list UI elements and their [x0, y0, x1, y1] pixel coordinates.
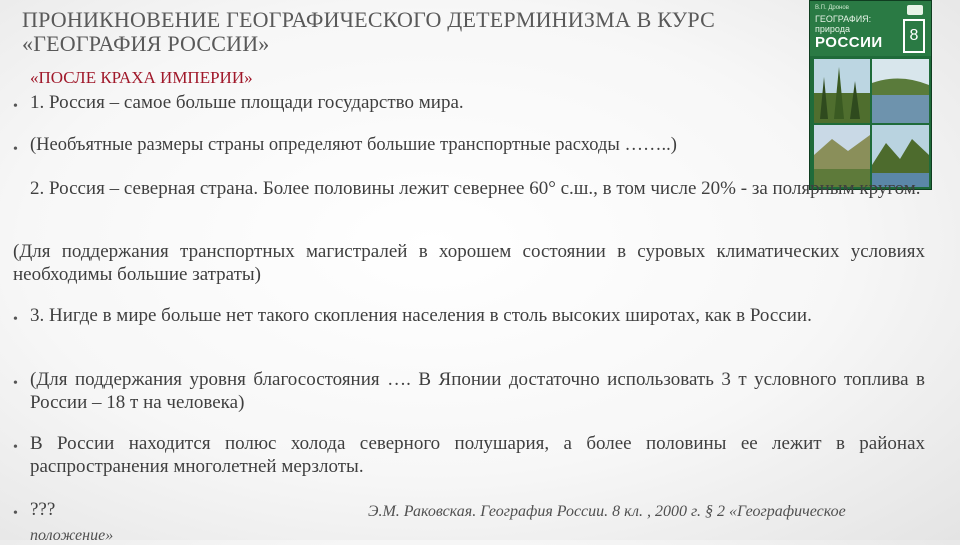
bullet-icon: • — [13, 440, 18, 455]
bullet-icon: • — [13, 142, 18, 157]
list-item-8: ??? — [30, 499, 56, 520]
list-item-1: 1. Россия – самое больше площади государство мира. — [30, 92, 464, 113]
bullet-icon: • — [13, 376, 18, 391]
cover-grade-number: 8 — [903, 19, 925, 53]
list-item-7: В России находится полюс холода северного полушария, а более половины ее лежит в районах распространения многолетней мерзлоты. — [30, 433, 925, 477]
textbook-cover-image — [809, 0, 932, 190]
cover-author: В.П. Дронов — [815, 5, 849, 11]
source-citation-continuation: положение» — [30, 527, 114, 544]
lake-photo — [872, 59, 929, 123]
slide-title: ПРОНИКНОВЕНИЕ ГЕОГРАФИЧЕСКОГО ДЕТЕРМИНИЗМА В КУРС «ГЕОГРАФИЯ РОССИИ» — [22, 7, 715, 56]
cover-title-line3: РОССИИ — [815, 34, 883, 51]
list-item-2: (Необъятные размеры страны определяют большие транспортные расходы ……..) — [30, 135, 677, 155]
cover-header — [810, 1, 931, 56]
list-item-4: (Для поддержания транспортных магистралей в хорошем состоянии в суровых климатических условиях необходимы большие затраты) — [13, 241, 925, 285]
slide-subtitle: «ПОСЛЕ КРАХА ИМПЕРИИ» — [30, 68, 253, 87]
forest-photo — [814, 59, 870, 123]
cover-title-line1: ГЕОГРАФИЯ: — [815, 14, 872, 24]
list-item-6: (Для поддержания уровня благосостояния …. В Японии достаточно использовать 3 т условного топлива в России – 18 т на человека) — [30, 369, 925, 413]
bullet-icon: • — [13, 506, 18, 521]
publisher-logo-icon — [907, 5, 923, 15]
bullet-icon: • — [13, 312, 18, 327]
bullet-icon: • — [13, 99, 18, 114]
cover-title-line2: природа — [815, 24, 850, 34]
source-citation: Э.М. Раковская. География России. 8 кл. , 2000 г. § 2 «Географическое — [368, 503, 846, 520]
list-item-3: 2. Россия – северная страна. Более половины лежит севернее 60° с.ш., в том числе 20% - за полярным кругом. — [30, 178, 921, 199]
list-item-5: 3. Нигде в мире больше нет такого скопления населения в столь высоких широтах, как в России. — [30, 305, 812, 326]
